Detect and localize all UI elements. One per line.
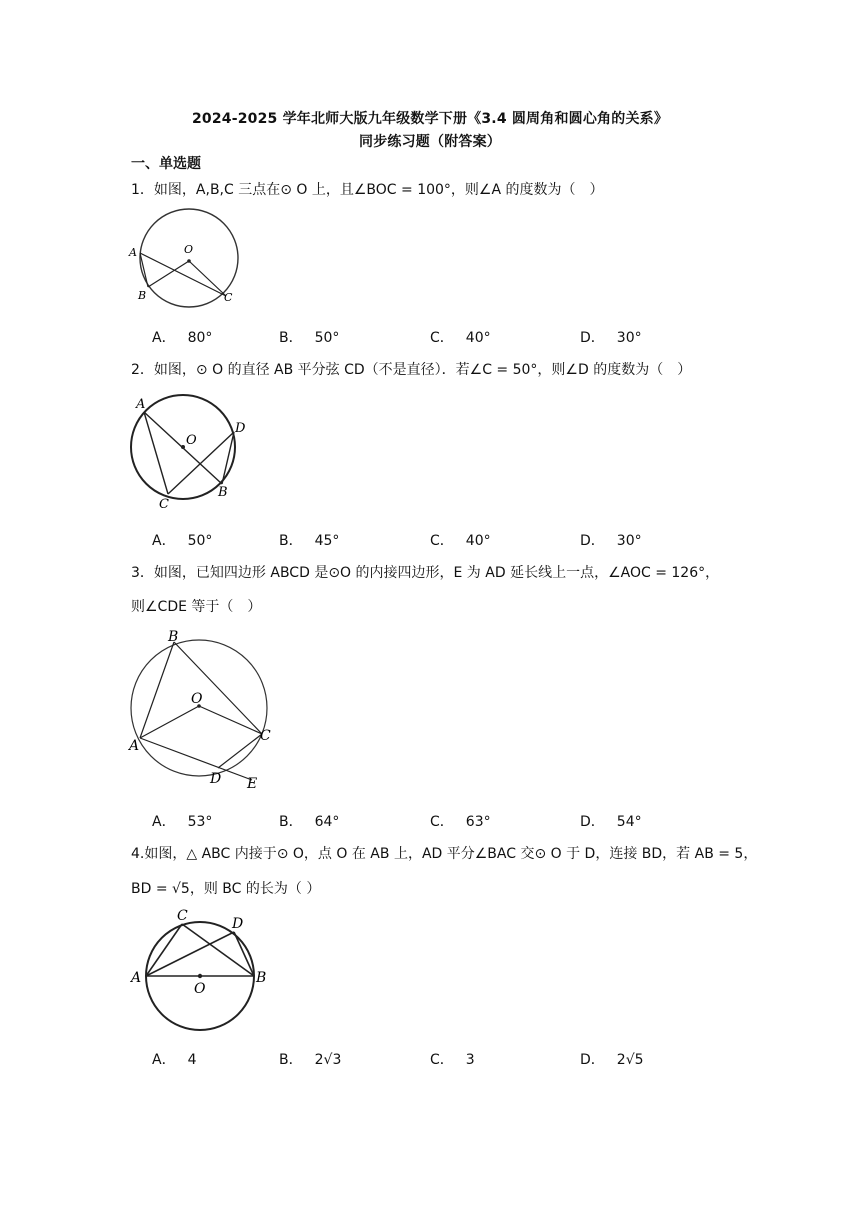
label-E: E — [247, 776, 258, 792]
label-O: O — [184, 243, 194, 256]
question-3-text-line2: 则∠CDE 等于（ ） — [131, 599, 262, 615]
question-2-option-d[interactable]: D． 30° — [580, 533, 642, 549]
label-A: A — [129, 738, 140, 754]
question-1-option-a[interactable]: A． 80° — [152, 330, 213, 346]
label-B: B — [218, 485, 228, 500]
question-number: 3． — [131, 565, 154, 581]
label-O: O — [194, 981, 206, 997]
question-stem: 如图，A,B,C 三点在⊙ O 上，且∠BOC = 100°，则∠A 的度数为（ ） — [153, 182, 604, 198]
label-O: O — [186, 433, 197, 448]
question-3-text — [131, 563, 731, 583]
label-B: B — [168, 629, 179, 645]
question-2-option-a[interactable]: A． 50° — [152, 533, 213, 549]
question-stem: 如图，△ ABC 内接于⊙ O，点 O 在 AB 上，AD 平分∠BAC 交⊙ O 于 D，连接 BD，若 AB = 5， — [144, 846, 758, 862]
doc-title-line1: 2024-2025 学年北师大版九年级数学下册《3.4 圆周角和圆心角的关系》 — [191, 111, 669, 127]
question-3-option-a[interactable]: A． 53° — [152, 814, 213, 830]
question-1-option-b[interactable]: B． 50° — [279, 330, 340, 346]
label-D: D — [232, 916, 244, 932]
question-3-option-b[interactable]: B． 64° — [279, 814, 340, 830]
label-C: C — [224, 291, 233, 304]
question-number: 2． — [131, 362, 154, 378]
question-1-text — [131, 180, 731, 200]
label-A: A — [131, 970, 142, 986]
question-4-option-a[interactable]: A． 4 — [152, 1052, 197, 1068]
label-C: C — [177, 908, 188, 924]
question-number: 4. — [131, 846, 145, 862]
question-1-figure — [126, 208, 246, 308]
label-D: D — [210, 771, 222, 787]
question-4-option-c[interactable]: C． 3 — [430, 1052, 475, 1068]
question-4-figure — [126, 906, 276, 1034]
question-3-option-d[interactable]: D． 54° — [580, 814, 642, 830]
question-1-option-d[interactable]: D． 30° — [580, 330, 642, 346]
circle — [131, 640, 267, 776]
label-C: C — [260, 728, 271, 744]
label-A: A — [136, 397, 146, 412]
question-2-option-b[interactable]: B． 45° — [279, 533, 340, 549]
label-A: A — [129, 246, 137, 259]
label-B: B — [138, 289, 147, 302]
question-stem: 如图，⊙ O 的直径 AB 平分弦 CD（不是直径）．若∠C = 50°，则∠D 的度数为（ ） — [153, 362, 692, 378]
section-heading: 一、单选题 — [131, 156, 201, 172]
question-4-text-line2: BD = √5，则 BC 的长为（ ） — [131, 881, 321, 897]
question-number: 1． — [131, 182, 154, 198]
question-1-option-c[interactable]: C． 40° — [430, 330, 491, 346]
question-2-text — [131, 360, 731, 380]
question-4-option-b[interactable]: B． 2√3 — [279, 1052, 342, 1068]
label-O: O — [191, 691, 203, 707]
doc-title-line2: 同步练习题（附答案） — [359, 134, 501, 150]
question-2-option-c[interactable]: C． 40° — [430, 533, 491, 549]
question-4-option-d[interactable]: D． 2√5 — [580, 1052, 644, 1068]
question-2-figure — [126, 392, 256, 510]
label-B: B — [256, 970, 267, 986]
question-3-option-c[interactable]: C． 63° — [430, 814, 491, 830]
label-C: C — [159, 497, 169, 510]
question-4-text — [131, 844, 758, 864]
label-D: D — [235, 421, 246, 436]
question-3-figure — [126, 626, 276, 792]
question-stem: 如图，已知四边形 ABCD 是⊙O 的内接四边形，E 为 AD 延长线上一点，∠AOC = 126°， — [153, 565, 720, 581]
